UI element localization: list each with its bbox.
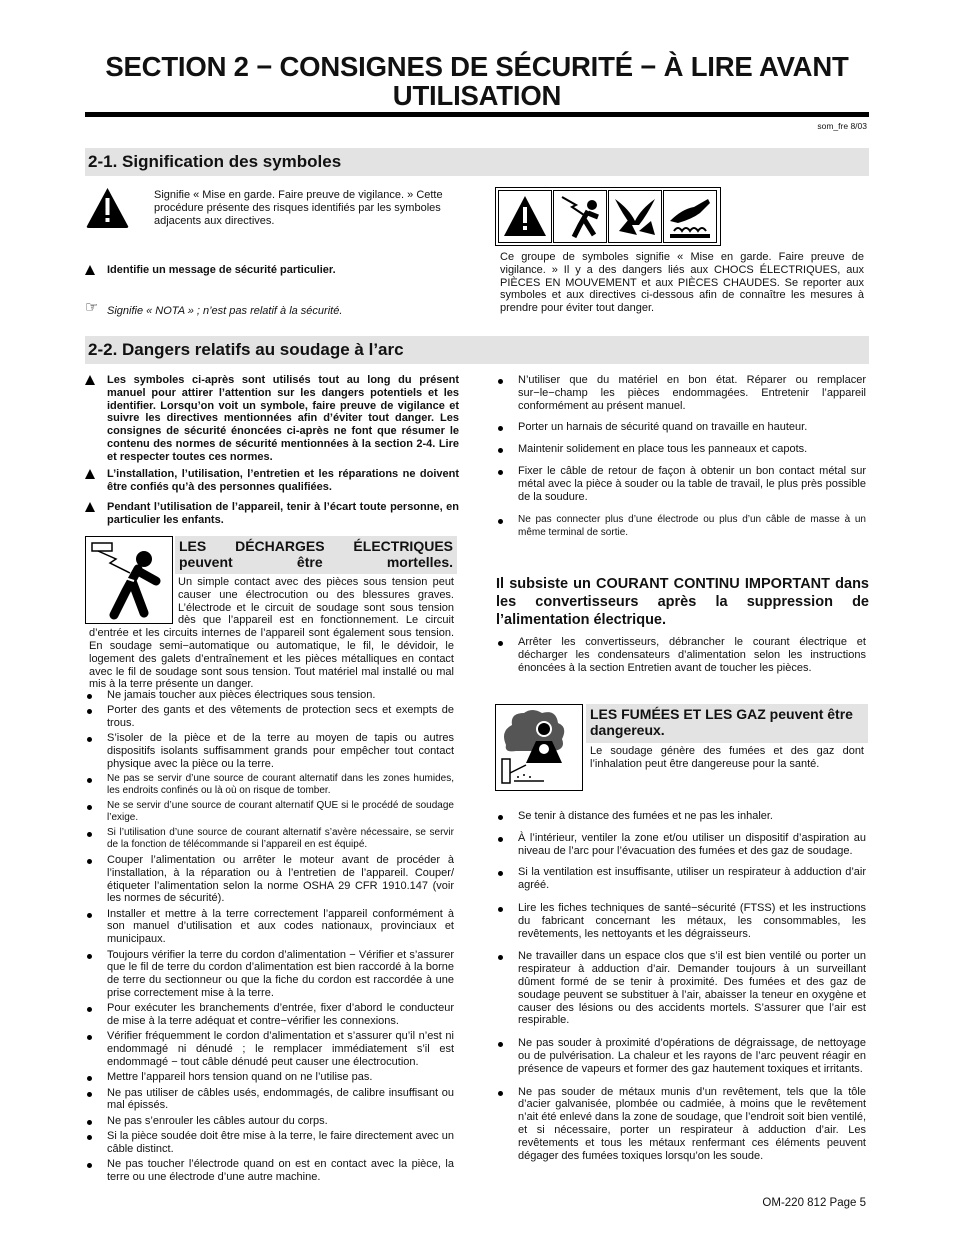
electric-shock-intro-text: Un simple contact avec des pièces sous tension peut causer une électrocution ou des blessures graves. L’électrode et le circuit de soudage sont sous tension dès que l’appareil est en fonctionnement. Le circuit d’entrée et les circuits internes de l’appareil sont également sous tension. En soudage semi−automatique ou automatique, le fil, le dévidoir, le logement des galets d’entraînement et les pièces métalliques en contact avec le fil de soudage sont sous tension. Tout matériel mal installé ou mal mis à la terre présente un danger. <box>89 576 454 691</box>
list-item: Ne jamais toucher aux pièces électriques sous tension. <box>85 689 454 702</box>
warning-triangle-icon <box>85 502 95 512</box>
list-item: Ne pas utiliser de câbles usés, endommagés, de calibre insuffisant ou mal épissés. <box>85 1087 454 1113</box>
list-item: Mettre l’appareil hors tension quand on ne l’utilise pas. <box>85 1071 454 1084</box>
title-rule <box>85 112 869 117</box>
particular-message-text: Identifie un message de sécurité particulier. <box>107 264 336 276</box>
page-title <box>0 52 954 110</box>
danger-meaning-text: Signifie « Mise en garde. Faire preuve de vigilance. » Cette procédure présente des risques identifiés par les symboles adjacents aux directives. <box>154 189 443 227</box>
list-item: Porter des gants et des vêtements de protection secs et exempts de trous. <box>85 704 454 730</box>
nota-row <box>85 299 465 318</box>
list-item: N’utiliser que du matériel en bon état. Réparer ou remplacer sur−le−champ les pièces endommagées. Entretenir l’appareil conformément au présent manuel. <box>496 374 866 412</box>
list-item: Ne pas s’enrouler les câbles autour du corps. <box>85 1115 454 1128</box>
danger-triangle-icon <box>85 186 130 230</box>
fumes-precautions <box>496 810 866 1162</box>
keep-away-note <box>85 501 459 527</box>
list-item: Vérifier fréquemment le cordon d’alimentation et s’assurer qu’il n’est ni endommagé ni dénudé ; le remplacer immédiatement s’il est endommagé − tout câble dénudé peut causer une électrocution. <box>85 1030 454 1068</box>
electric-shock-precautions <box>85 689 454 1186</box>
list-item: Couper l’alimentation ou arrêter le moteur avant de procéder à l’installation, à la réparation ou à l’entretien de l’appareil. Couper/étiqueter l’alimentation selon la norme OSHA 29 CFR 1910.147 (voir les normes de sécurité). <box>85 854 454 905</box>
pointing-hand-icon: ☞ <box>85 299 99 316</box>
dc-warning-heading: Il subsiste un COURANT CONTINU IMPORTANT dans les convertisseurs après la suppression de l’alimentation électrique. <box>496 576 869 628</box>
list-item: Si la ventilation est insuffisante, utiliser un respirateur à adduction d’air agréé. <box>496 866 866 892</box>
list-item: Toujours vérifier la terre du cordon d’alimentation − Vérifier et s’assurer que le fil de terre du cordon d’alimentation est bien raccordé à la borne de terre du sectionneur ou que la fiche du cordon est raccordée à une prise correctement mise à la terre. <box>85 949 454 1000</box>
fumes-hazard-icon <box>495 704 583 791</box>
nota-text: Signifie « NOTA » ; n’est pas relatif à la sécurité. <box>107 305 343 317</box>
fumes-heading-text: LES FUMÉES ET LES GAZ peuvent être dangereux. <box>590 706 853 738</box>
warning-triangle-icon <box>85 265 95 275</box>
list-item: Se tenir à distance des fumées et ne pas les inhaler. <box>496 810 866 823</box>
list-item: Porter un harnais de sécurité quand on travaille en hauteur. <box>496 421 866 434</box>
particular-message-row <box>85 264 460 277</box>
section-2-1-heading: 2-1. Signification des symboles <box>85 148 869 176</box>
fumes-intro: Le soudage génère des fumées et des gaz dont l’inhalation peut être dangereuse pour la santé. <box>590 745 864 770</box>
general-precautions <box>496 374 866 539</box>
list-item: Ne pas se servir d’une source de courant alternatif dans les zones humides, les endroits confinés ou là où on risque de tomber. <box>85 773 454 797</box>
list-item: Arrêter les convertisseurs, débrancher le courant électrique et décharger les condensateurs d’alimentation selon les instructions énoncées à la section Entretien avant de toucher les pièces. <box>496 636 866 674</box>
page-footer: OM-220 812 Page 5 <box>762 1197 866 1209</box>
hazard-symbol-group <box>495 187 721 246</box>
electric-shock-intro <box>89 576 454 691</box>
electric-shock-heading <box>175 536 457 574</box>
dc-precautions <box>496 636 866 674</box>
qualified-persons-note-text: L’installation, l’utilisation, l’entretien et les réparations ne doivent être confiés qu’à des personnes qualifiées. <box>107 468 459 493</box>
list-item: Ne se servir d’une source de courant alternatif QUE si le procédé de soudage l’exige. <box>85 800 454 824</box>
list-item: À l’intérieur, ventiler la zone et/ou utiliser un dispositif d’aspiration au niveau de l’arc pour l’évacuation des fumées et des gaz de soudage. <box>496 832 866 858</box>
hot-parts-icon <box>663 190 717 243</box>
electric-shock-heading-text: LES DÉCHARGES ÉLECTRIQUES peuvent être mortelles. <box>179 538 453 570</box>
list-item: Pour exécuter les branchements d’entrée, fixer d’abord le conducteur de mise à la terre adéquat et contre−vérifier les connexions. <box>85 1002 454 1028</box>
list-item: Installer et mettre à la terre correctement l’appareil conformément à son manuel d’utilisation et aux codes nationaux, provinciaux et municipaux. <box>85 908 454 946</box>
page-title-line1: SECTION 2 − CONSIGNES DE SÉCURITÉ − À LIRE AVANT <box>105 51 849 82</box>
list-item: Ne travailler dans un espace clos que s’il est bien ventilé ou porter un respirateur à adduction d’air. Demander toujours à un surveillant dûment formé de se tenir à proximité. Des fumées et des gaz de soudage peuvent se substituer à l’air, abaisser la teneur en oxygène et causer des lésions ou des accidents mortels. S’assurer que l’air est respirable. <box>496 950 866 1027</box>
list-item: Ne pas connecter plus d’une électrode ou plus d’un câble de masse à un même terminal de sortie. <box>496 514 866 538</box>
fumes-heading <box>586 704 868 743</box>
list-item: Ne pas toucher l’électrode quand on est en contact avec la pièce, la terre ou une électrode d’une autre machine. <box>85 1158 454 1184</box>
document-code: som_fre 8/03 <box>817 121 867 131</box>
list-item: Si la pièce soudée doit être mise à la terre, le faire directement avec un câble distinct. <box>85 1130 454 1156</box>
keep-away-note-text: Pendant l’utilisation de l’appareil, tenir à l’écart toute personne, en particulier les enfants. <box>107 501 459 526</box>
group-danger-icon <box>498 190 552 243</box>
electric-shock-icon <box>553 190 607 243</box>
list-item: Fixer le câble de retour de façon à obtenir un bon contact métal sur métal avec la pièce à souder ou la table de travail, le plus près possible de la soudure. <box>496 465 866 503</box>
moving-parts-icon <box>608 190 662 243</box>
list-item: Ne pas souder de métaux munis d’un revêtement, tels que la tôle d’acier galvanisée, plombée ou cadmiée, à moins que le revêtement n’ait été enlevé dans la zone de soudage, que l’endroit soit bien ventilé, et si nécessaire, porter un respirateur à adduction d’air. Les revêtements et tous les métaux renfermant ces éléments peuvent dégager des fumées toxiques lorsqu’on les soude. <box>496 1086 866 1163</box>
list-item: Si l’utilisation d’une source de courant alternatif s’avère nécessaire, se servir de la fonction de télécommande si l’appareil en est équipé. <box>85 827 454 851</box>
page-title-line2: UTILISATION <box>392 80 562 111</box>
section-2-2-heading: 2-2. Dangers relatifs au soudage à l’arc <box>85 336 869 364</box>
warning-symbols-note-text: Les symboles ci-après sont utilisés tout au long du présent manuel pour attirer l’attention sur les dangers potentiels et les identifier. Lorsqu’on voit un symbole, faire preuve de vigilance et suivre les directives mentionnées afin d’éviter tout danger. Les consignes de sécurité énoncées ci-après ne font que résumer le contenu des normes de sécurité mentionnées à la section 2-4. Lire et respecter toutes ces normes. <box>107 374 459 463</box>
warning-symbols-note <box>85 374 459 464</box>
symbol-group-text: Ce groupe de symboles signifie « Mise en garde. Faire preuve de vigilance. » Il y a des dangers liés aux CHOCS ÉLECTRIQUES, aux PIÈCES EN MOUVEMENT et aux PIÈCES CHAUDES. Se reporter aux symboles et aux directives ci-dessous afin de connaître les mesures à prendre pour éviter tout danger. <box>500 251 864 315</box>
warning-triangle-icon <box>85 469 95 479</box>
qualified-persons-note <box>85 468 459 494</box>
list-item: Ne pas souder à proximité d’opérations de dégraissage, de nettoyage ou de pulvérisation. La chaleur et les rayons de l’arc peuvent réagir en présence de vapeurs et former des gaz hautement toxiques et irritants. <box>496 1037 866 1075</box>
list-item: S’isoler de la pièce et de la terre au moyen de tapis ou autres dispositifs isolants suffisamment grands pour empêcher tout contact physique avec la pièce ou la terre. <box>85 732 454 770</box>
list-item: Maintenir solidement en place tous les panneaux et capots. <box>496 443 866 456</box>
list-item: Lire les fiches techniques de santé−sécurité (FTSS) et les instructions du fabricant concernant les métaux, les consommables, les revêtements, les nettoyants et les dégraisseurs. <box>496 902 866 940</box>
warning-triangle-icon <box>85 375 95 385</box>
